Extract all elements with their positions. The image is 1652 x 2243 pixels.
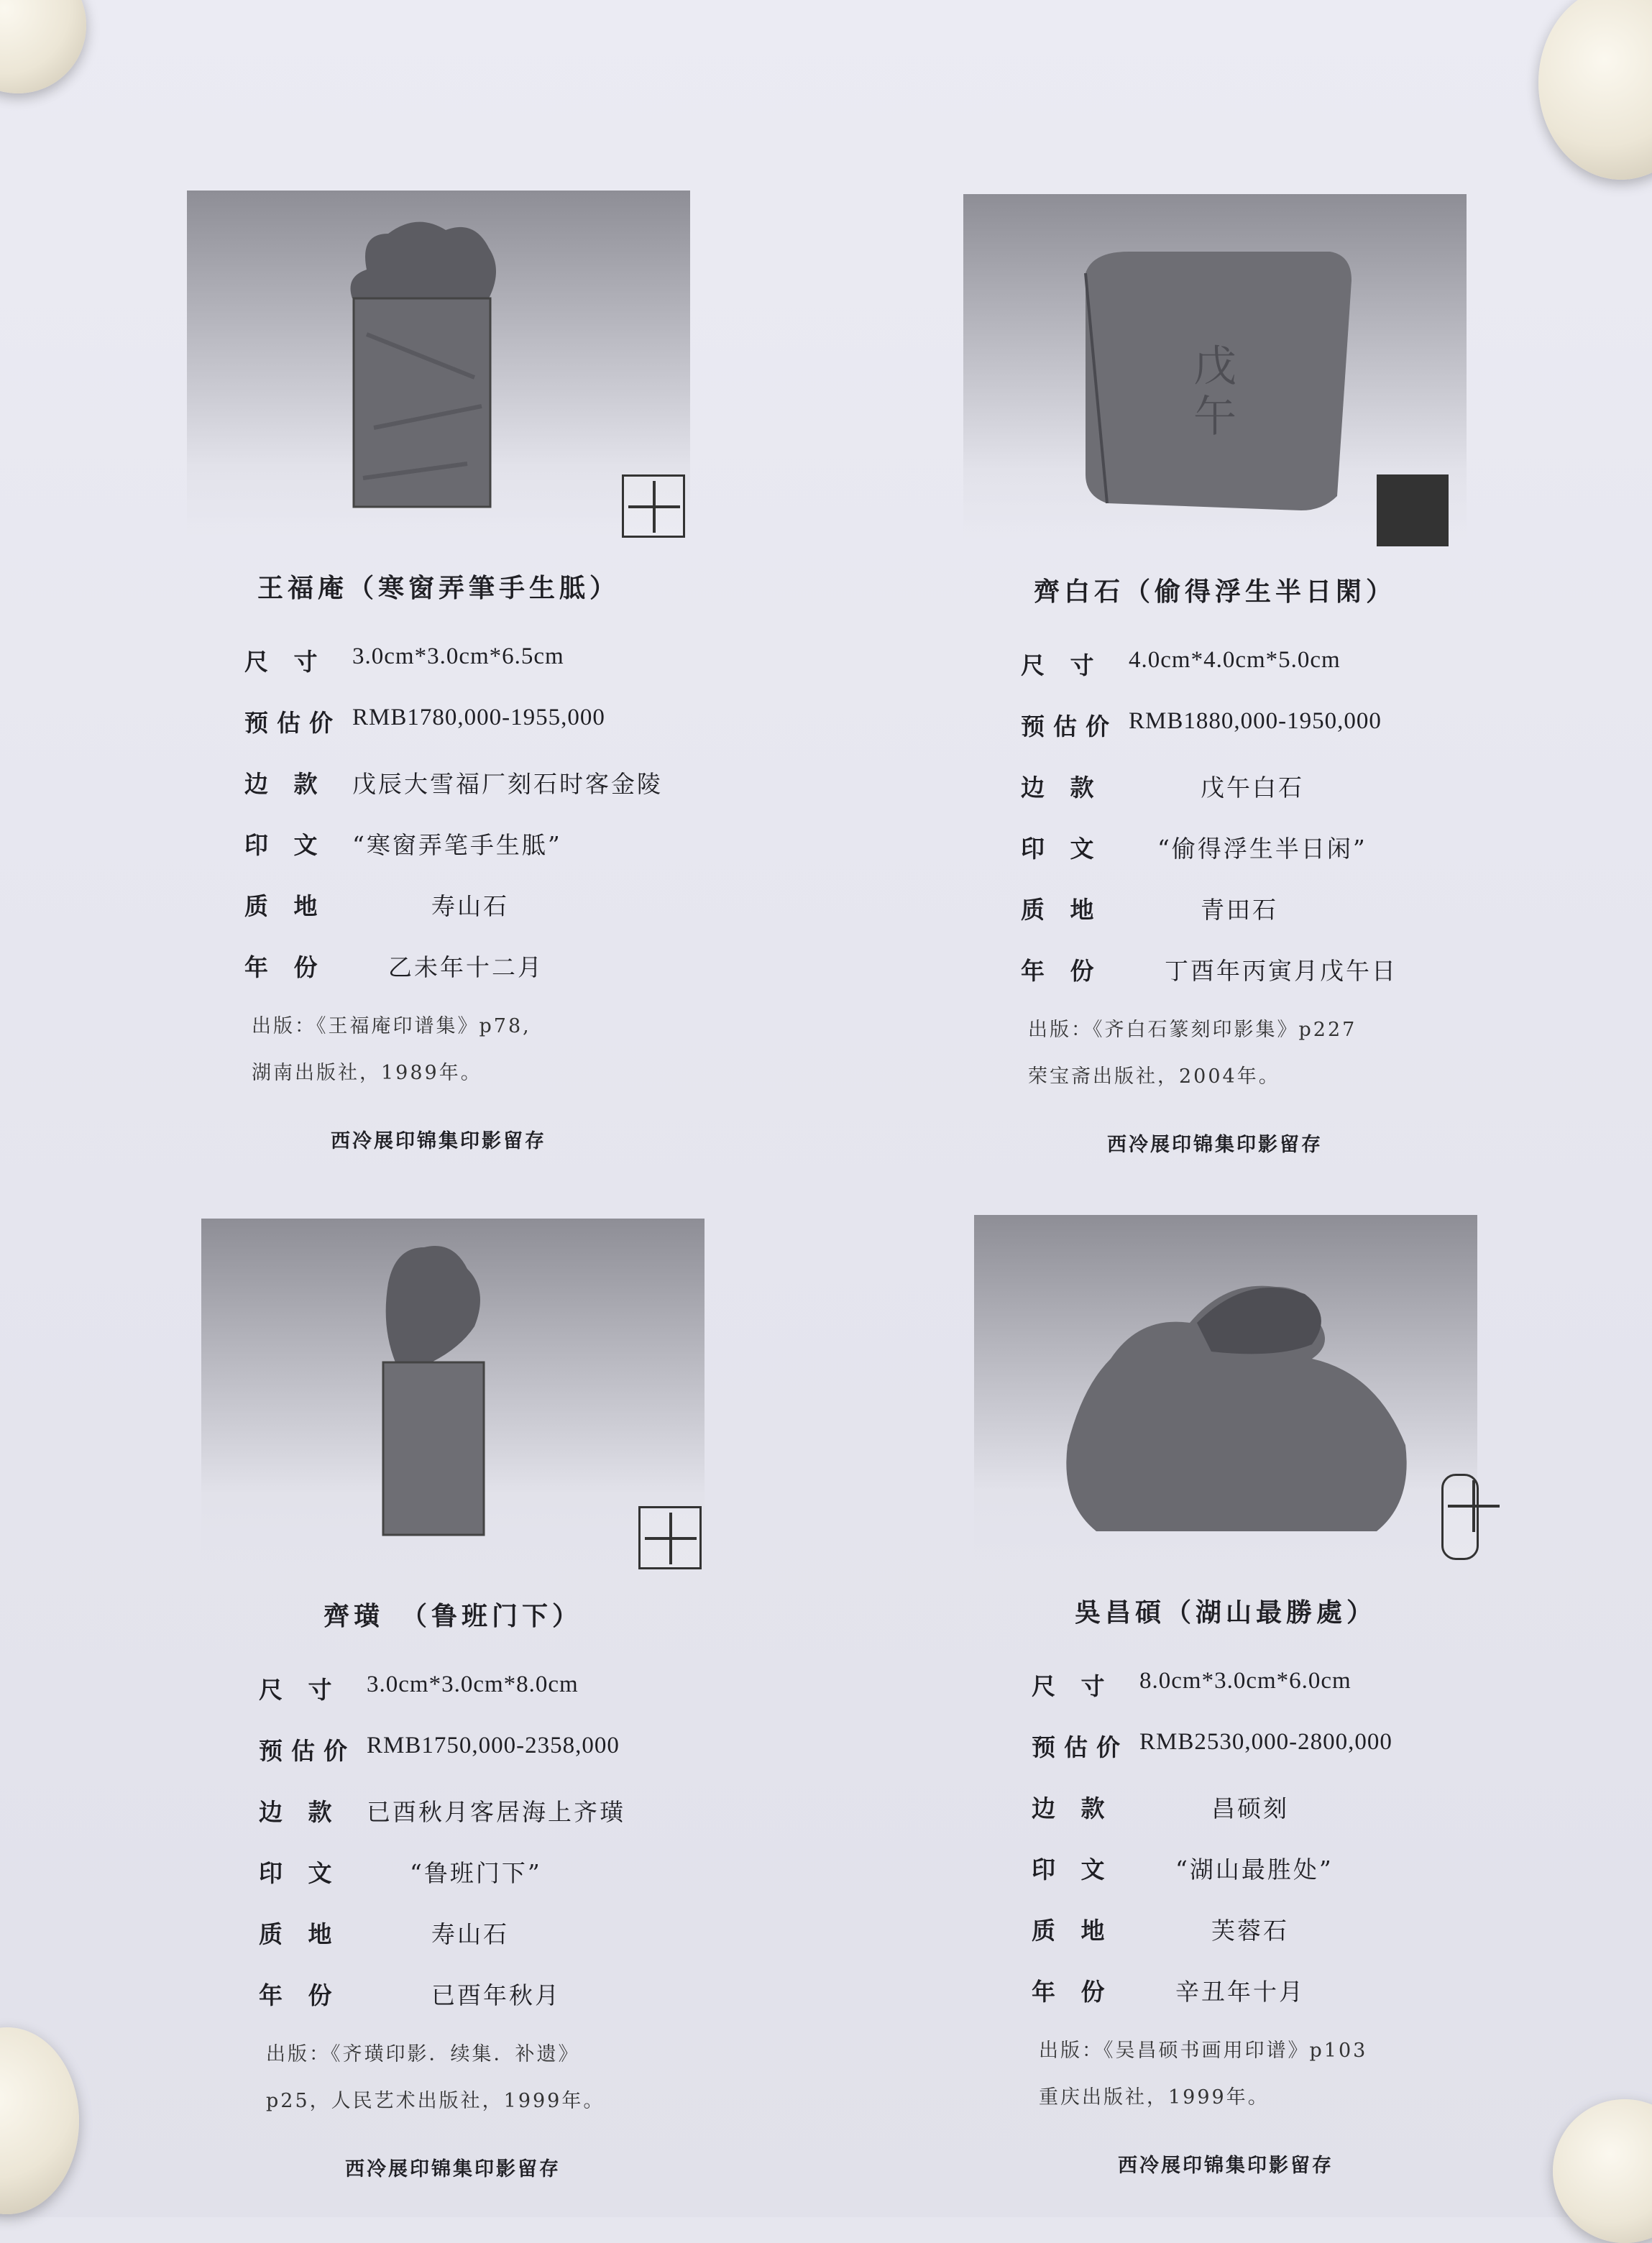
- seal-title: 齊璜 （鲁班门下）: [323, 1601, 582, 1631]
- spec-label: 尺 寸: [1021, 651, 1103, 679]
- spec-label: 预估价: [259, 1737, 356, 1765]
- publication-line: 出版：《王福庵印谱集》p78,: [252, 1015, 531, 1037]
- footer-note: 西冷展印锦集印影留存: [331, 1130, 546, 1152]
- spec-value: 8.0cm*3.0cm*6.0cm: [1139, 1668, 1352, 1694]
- spec-value: 3.0cm*3.0cm*8.0cm: [367, 1671, 579, 1697]
- paperweight: [0, 2027, 79, 2214]
- publication-line: p25，人民艺术出版社，1999年。: [266, 2090, 605, 2112]
- seal-title: 吳昌碩（湖山最勝處）: [1074, 1597, 1377, 1628]
- spec-value: 戊辰大雪福厂刻石时客金陵: [352, 770, 663, 798]
- spec-label: 尺 寸: [244, 648, 326, 676]
- paperweight: [0, 0, 86, 93]
- spec-label: 尺 寸: [259, 1676, 341, 1704]
- spec-value: 4.0cm*4.0cm*5.0cm: [1129, 647, 1341, 673]
- footer-note: 西冷展印锦集印影留存: [345, 2158, 561, 2180]
- spec-label: 预估价: [244, 709, 341, 737]
- spec-value: 寿山石: [431, 892, 509, 920]
- spec-value: 已酉秋月客居海上齐璜: [367, 1798, 625, 1826]
- spec-value: 芙蓉石: [1211, 1917, 1289, 1945]
- seal-impression: [1441, 1474, 1479, 1560]
- svg-text:午: 午: [1193, 392, 1236, 442]
- publication-line: 出版：《吴昌硕书画用印谱》p103: [1039, 2040, 1368, 2062]
- spec-value: 寿山石: [431, 1920, 509, 1948]
- spec-value: 昌硕刻: [1211, 1794, 1289, 1822]
- spec-label: 质 地: [259, 1920, 341, 1948]
- spec-label: 印 文: [259, 1859, 341, 1887]
- spec-value: RMB1780,000-1955,000: [352, 705, 605, 730]
- seal-impression: [1377, 474, 1449, 546]
- spec-label: 质 地: [244, 892, 326, 920]
- svg-text:戊: 戊: [1193, 341, 1236, 392]
- spec-value: “寒窗弄笔手生胝”: [352, 831, 562, 859]
- spec-label: 年 份: [259, 1981, 341, 2009]
- paperweight: [1538, 0, 1652, 180]
- spec-label: 印 文: [1032, 1856, 1114, 1884]
- spec-value: 丁酉年丙寅月戊午日: [1165, 957, 1398, 985]
- spec-value: 乙未年十二月: [388, 953, 543, 981]
- seal-card: [963, 194, 1652, 1215]
- publication-line: 出版：《齐璜印影．续集．补遗》: [266, 2043, 580, 2065]
- seal-photo: [963, 194, 1467, 539]
- seal-photo: [974, 1215, 1477, 1560]
- spec-label: 尺 寸: [1032, 1672, 1114, 1700]
- seal-card: [974, 1215, 1652, 2236]
- publication-line: 湖南出版社，1989年。: [252, 1062, 482, 1084]
- spec-value: “鲁班门下”: [410, 1859, 542, 1887]
- seal-card: [187, 191, 920, 1211]
- publication-line: 出版：《齐白石篆刻印影集》p227: [1028, 1019, 1357, 1041]
- seal-impression: [638, 1506, 702, 1569]
- spec-value: 戊午白石: [1201, 774, 1304, 802]
- spec-value: 辛丑年十月: [1175, 1978, 1305, 2006]
- seal-title: 王福庵（寒窗弄筆手生胝）: [257, 573, 620, 603]
- spec-label: 预估价: [1032, 1733, 1129, 1761]
- seal-photo: [201, 1219, 705, 1564]
- spec-label: 边 款: [1021, 774, 1103, 802]
- publication-line: 重庆出版社，1999年。: [1039, 2086, 1270, 2109]
- seal-impression: [622, 474, 685, 538]
- publication-line: 荣宝斋出版社，2004年。: [1028, 1065, 1280, 1088]
- seal-photo: [187, 191, 690, 536]
- spec-label: 年 份: [1032, 1978, 1114, 2006]
- spec-label: 边 款: [1032, 1794, 1114, 1822]
- seal-card: [201, 1219, 935, 2239]
- spec-value: “偷得浮生半日闲”: [1157, 835, 1367, 863]
- spec-value: RMB2530,000-2800,000: [1139, 1729, 1392, 1755]
- spec-value: 3.0cm*3.0cm*6.5cm: [352, 643, 564, 669]
- spec-label: 质 地: [1021, 896, 1103, 924]
- spec-label: 年 份: [244, 953, 326, 981]
- seal-title: 齊白石（偷得浮生半日閑）: [1033, 577, 1396, 607]
- spec-label: 边 款: [259, 1798, 341, 1826]
- spec-label: 质 地: [1032, 1917, 1114, 1945]
- spec-label: 印 文: [1021, 835, 1103, 863]
- spec-value: 青田石: [1201, 896, 1278, 924]
- spec-label: 预估价: [1021, 712, 1118, 740]
- spec-label: 印 文: [244, 831, 326, 859]
- footer-note: 西冷展印锦集印影留存: [1118, 2155, 1334, 2177]
- spec-label: 边 款: [244, 770, 326, 798]
- spec-value: RMB1750,000-2358,000: [367, 1733, 620, 1758]
- spec-value: RMB1880,000-1950,000: [1129, 708, 1382, 734]
- spec-value: “湖山最胜处”: [1175, 1856, 1334, 1884]
- spec-value: 已酉年秋月: [431, 1981, 561, 2009]
- footer-note: 西冷展印锦集印影留存: [1107, 1134, 1323, 1156]
- spec-label: 年 份: [1021, 957, 1103, 985]
